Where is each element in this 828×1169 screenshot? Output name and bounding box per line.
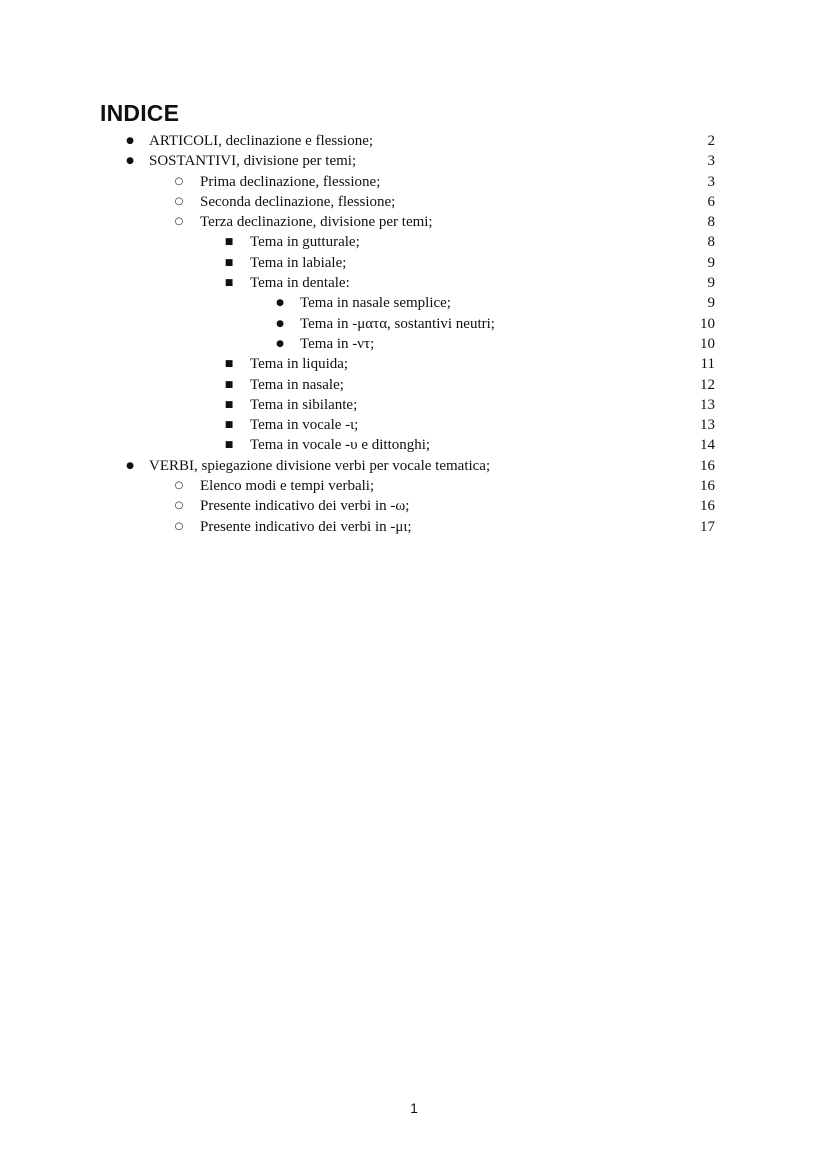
bullet-disc-icon: ●: [276, 318, 284, 329]
toc-entry-page: 3: [707, 173, 715, 190]
bullet-circle-icon: ○: [174, 175, 184, 187]
toc-entry-title: Tema in labiale;: [250, 254, 347, 271]
toc-entry: [0, 435, 828, 455]
bullet-disc-icon: ●: [126, 156, 134, 167]
toc-entry: [0, 354, 828, 374]
toc-entry-title: Tema in sibilante;: [250, 396, 358, 413]
bullet-square-icon: ■: [224, 379, 234, 390]
toc-entry-title: Tema in -ντ;: [300, 335, 375, 352]
toc-entry-title: Prima declinazione, flessione;: [200, 173, 381, 190]
bullet-square-icon: ■: [224, 440, 234, 451]
toc-entry-title: Terza declinazione, divisione per temi;: [200, 214, 433, 231]
bullet-circle-icon: ○: [174, 480, 184, 492]
toc-entry-page: 14: [700, 437, 715, 454]
bullet-circle-icon: ○: [174, 195, 184, 207]
toc-entry-title: Tema in vocale -ι;: [250, 417, 359, 434]
toc-entry-title: SOSTANTIVI, divisione per temi;: [149, 153, 357, 170]
toc-entry-title: VERBI, spiegazione divisione verbi per vocale tematica;: [149, 457, 491, 474]
bullet-square-icon: ■: [224, 399, 234, 410]
bullet-square-icon: ■: [224, 278, 234, 289]
bullet-disc-icon: ●: [126, 460, 134, 471]
toc-entry-page: 9: [707, 295, 715, 312]
toc-entry: [0, 293, 828, 313]
toc-entry: [0, 314, 828, 334]
toc-entry: [0, 415, 828, 435]
toc-entry: [0, 334, 828, 354]
toc-entry: [0, 496, 828, 516]
toc-entry: [0, 273, 828, 293]
toc-entry: [0, 253, 828, 273]
toc-entry-page: 12: [700, 376, 715, 393]
toc-entry-title: Tema in liquida;: [250, 356, 349, 373]
toc-entry-title: Tema in nasale semplice;: [300, 295, 451, 312]
page-title: INDICE: [100, 100, 180, 126]
toc-entry-page: 13: [700, 417, 715, 434]
toc-entry-page: 16: [700, 457, 715, 474]
bullet-disc-icon: ●: [276, 298, 284, 309]
bullet-disc-icon: ●: [276, 338, 284, 349]
bullet-circle-icon: ○: [174, 500, 184, 512]
toc-entry-page: 8: [707, 234, 715, 251]
toc-entry: [0, 476, 828, 496]
bullet-square-icon: ■: [224, 420, 234, 431]
toc-entry: [0, 151, 828, 171]
toc-entry: [0, 172, 828, 192]
toc-entry-page: 8: [707, 214, 715, 231]
toc-entry-title: Seconda declinazione, flessione;: [200, 193, 396, 210]
toc-entry: [0, 375, 828, 395]
toc-entry: [0, 517, 828, 537]
toc-entry-title: Presente indicativo dei verbi in -μι;: [200, 518, 412, 535]
toc-entry-page: 10: [700, 335, 715, 352]
toc-entry-page: 17: [700, 518, 715, 535]
toc-entry-title: Presente indicativo dei verbi in -ω;: [200, 498, 410, 515]
toc-entry-title: Tema in dentale:: [250, 275, 350, 292]
toc-entry-page: 10: [700, 315, 715, 332]
toc-entry: [0, 212, 828, 232]
toc-entry-page: 2: [707, 133, 715, 149]
table-of-contents: [0, 131, 828, 537]
toc-entry-title: Tema in gutturale;: [250, 234, 360, 251]
toc-entry-page: 3: [707, 153, 715, 170]
bullet-circle-icon: ○: [174, 216, 184, 228]
bullet-square-icon: ■: [224, 359, 234, 370]
toc-entry-page: 11: [700, 356, 715, 373]
toc-entry-title: Elenco modi e tempi verbali;: [200, 478, 375, 495]
toc-entry-page: 16: [700, 498, 715, 515]
toc-entry: [0, 395, 828, 415]
bullet-circle-icon: ○: [174, 520, 184, 532]
toc-entry-title: Tema in -ματα, sostantivi neutri;: [300, 315, 495, 332]
toc-entry-page: 9: [707, 275, 715, 292]
page-number: 1: [410, 1100, 418, 1116]
toc-entry-page: 6: [707, 193, 715, 210]
bullet-square-icon: ■: [224, 257, 234, 268]
toc-entry-page: 9: [707, 254, 715, 271]
toc-entry-page: 16: [700, 478, 715, 495]
toc-entry: [0, 131, 828, 151]
toc-entry-page: 13: [700, 396, 715, 413]
toc-entry-title: ARTICOLI, declinazione e flessione;: [149, 133, 374, 149]
bullet-disc-icon: ●: [126, 136, 134, 146]
bullet-square-icon: ■: [224, 237, 234, 248]
toc-entry: [0, 456, 828, 476]
toc-entry: [0, 232, 828, 252]
toc-entry-title: Tema in nasale;: [250, 376, 344, 393]
toc-entry-title: Tema in vocale -υ e dittonghi;: [250, 437, 431, 454]
toc-entry: [0, 192, 828, 212]
